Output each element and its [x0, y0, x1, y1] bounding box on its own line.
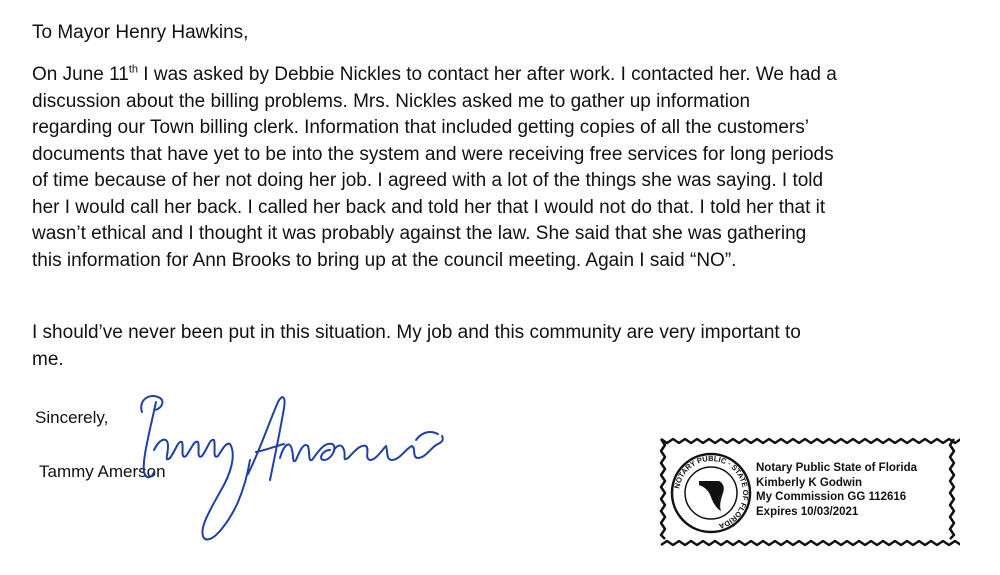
- superscript: th: [128, 63, 139, 76]
- notary-line: Notary Public State of Florida: [756, 462, 918, 474]
- paragraph-1: [32, 62, 837, 274]
- paragraph-line: I should’ve never been put in this situation. My job and this community are very important to: [32, 322, 801, 343]
- text-span: On June 11: [32, 64, 129, 85]
- notary-seal-icon: [669, 451, 753, 535]
- notary-line: Kimberly K Godwin: [756, 476, 863, 489]
- paragraph-line: [32, 62, 837, 89]
- salutation: To Mayor Henry Hawkins,: [32, 22, 249, 43]
- paragraph-line: her I would call her back. I called her back and told her that I would not do that. I told her that it: [32, 196, 826, 218]
- handwritten-signature: [120, 380, 450, 560]
- paragraph-line: documents that have yet to be into the system and were receiving free services for long periods: [32, 143, 834, 165]
- closing: Sincerely,: [35, 408, 109, 427]
- paragraph-line: regarding our Town billing clerk. Information that included getting copies of all the customers’: [32, 117, 809, 138]
- notary-line: Expires 10/03/2021: [756, 505, 859, 518]
- signer-name: Tammy Amerson: [39, 462, 166, 481]
- notary-stamp: [655, 433, 960, 551]
- paragraph-line: this information for Ann Brooks to bring up at the council meeting. Again I said “NO”.: [32, 249, 737, 271]
- notary-line: My Commission GG 112616: [756, 491, 907, 503]
- seal-text: NOTARY PUBLIC · STATE OF FLORIDA: [672, 453, 751, 531]
- paragraph-line: me.: [32, 348, 64, 370]
- notary-details: [756, 461, 917, 519]
- text-span: I was asked by Debbie Nickles to contact her after work. I contacted her. We had a: [138, 64, 837, 85]
- paragraph-line: wasn’t ethical and I thought it was probably against the law. She said that she was gathering: [32, 223, 807, 244]
- paragraph-2: [32, 320, 801, 373]
- paragraph-line: of time because of her not doing her job. I agreed with a lot of the things she was saying. I told: [32, 170, 824, 191]
- paragraph-line: discussion about the billing problems. Mrs. Nickles asked me to gather up information: [32, 90, 751, 112]
